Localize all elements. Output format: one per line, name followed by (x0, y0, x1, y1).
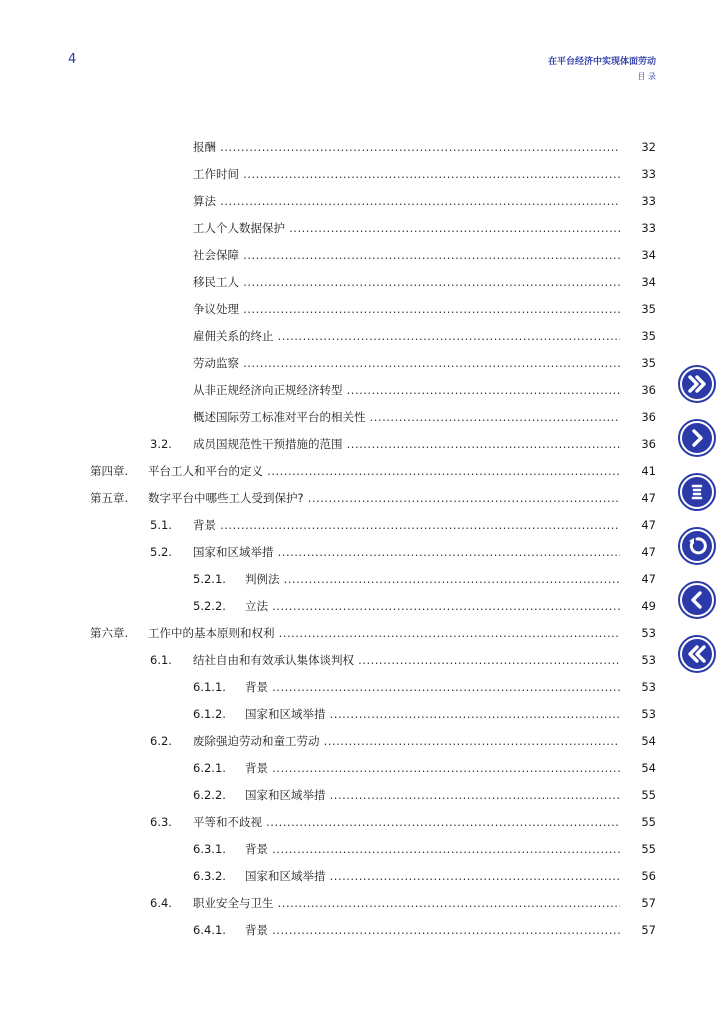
toc-entry-label: 成员国规范性干预措施的范围 ..... (193, 431, 620, 458)
toc-entry-label: 雇佣关系的终止 ..... (193, 323, 620, 350)
toc-entry-number: 6.2. (150, 734, 172, 748)
toc-entry[interactable] (0, 728, 724, 755)
toc-entry-number: 6.1.1. (193, 680, 226, 694)
toc-entry-page: 41 (641, 464, 656, 478)
toc-entry-label: 工人个人数据保护 ..... (193, 215, 620, 242)
toc-entry-label: 国家和区域举措 ..... (245, 782, 620, 809)
table-of-contents (0, 134, 724, 944)
toc-entry[interactable] (0, 404, 724, 431)
toc-entry-page: 47 (641, 545, 656, 559)
toc-entry-number: 6.3.2. (193, 869, 226, 883)
toc-entry-page: 36 (641, 383, 656, 397)
toc-entry-number: 5.1. (150, 518, 172, 532)
toc-entry-label: 判例法 ..... (245, 566, 620, 593)
toc-entry-page: 49 (641, 599, 656, 613)
toc-entry-label: 报酬 ..... (193, 134, 620, 161)
toc-entry-label: 背景 ..... (245, 674, 620, 701)
toc-entry-number: 第六章. (90, 626, 129, 640)
toc-entry-number: 3.2. (150, 437, 172, 451)
next-page-button[interactable] (678, 419, 716, 457)
running-section: 目 录 (637, 72, 656, 81)
toc-entry-label: 算法 ..... (193, 188, 620, 215)
toc-entry-number: 5.2.1. (193, 572, 226, 586)
first-page-button[interactable] (678, 635, 716, 673)
toc-entry[interactable] (0, 431, 724, 458)
toc-entry[interactable] (0, 296, 724, 323)
toc-entry-page: 53 (641, 626, 656, 640)
toc-entry-label: 从非正规经济向正规经济转型 ..... (193, 377, 620, 404)
toc-entry-label: 背景 ..... (245, 755, 620, 782)
toc-entry-label: 数字平台中哪些工人受到保护? ..... (148, 485, 620, 512)
toc-entry[interactable] (0, 674, 724, 701)
last-page-button[interactable] (678, 365, 716, 403)
toc-entry[interactable] (0, 620, 724, 647)
running-title: 在平台经济中实现体面劳动 (547, 57, 656, 67)
toc-entry-number: 6.4. (150, 896, 172, 910)
toc-entry-page: 32 (641, 140, 656, 154)
toc-entry-label: 概述国际劳工标准对平台的相关性 ..... (193, 404, 620, 431)
toc-entry-page: 35 (641, 329, 656, 343)
list-icon (684, 479, 710, 505)
toc-entry-page: 53 (641, 653, 656, 667)
toc-entry-label: 争议处理 ..... (193, 296, 620, 323)
double-chevron-left-icon (684, 641, 710, 667)
toc-entry[interactable] (0, 269, 724, 296)
toc-entry-number: 6.4.1. (193, 923, 226, 937)
toc-entry-page: 55 (641, 815, 656, 829)
toc-entry[interactable] (0, 593, 724, 620)
toc-entry[interactable] (0, 863, 724, 890)
toc-entry-label: 社会保障 ..... (193, 242, 620, 269)
toc-entry-number: 6.3. (150, 815, 172, 829)
toc-entry-page: 34 (641, 275, 656, 289)
toc-entry-label: 废除强迫劳动和童工劳动 ..... (193, 728, 620, 755)
toc-entry[interactable] (0, 782, 724, 809)
toc-entry-label: 背景 ..... (245, 917, 620, 944)
toc-entry-label: 劳动监察 ..... (193, 350, 620, 377)
toc-entry-label: 职业安全与卫生 ..... (193, 890, 620, 917)
navigation-buttons (678, 365, 720, 689)
toc-entry-page: 35 (641, 302, 656, 316)
return-icon (684, 533, 710, 559)
previous-page-button[interactable] (678, 581, 716, 619)
toc-entry-page: 55 (641, 788, 656, 802)
toc-entry[interactable] (0, 161, 724, 188)
toc-entry-number: 6.1. (150, 653, 172, 667)
toc-entry-number: 6.2.1. (193, 761, 226, 775)
toc-entry-label: 移民工人 ..... (193, 269, 620, 296)
toc-entry-number: 6.3.1. (193, 842, 226, 856)
toc-entry[interactable] (0, 755, 724, 782)
toc-entry[interactable] (0, 215, 724, 242)
toc-entry[interactable] (0, 377, 724, 404)
toc-entry-page: 57 (641, 923, 656, 937)
toc-entry-page: 34 (641, 248, 656, 262)
toc-entry-page: 47 (641, 572, 656, 586)
toc-entry-label: 工作时间 ..... (193, 161, 620, 188)
toc-entry-number: 5.2. (150, 545, 172, 559)
toc-entry-label: 国家和区域举措 ..... (193, 539, 620, 566)
contents-button[interactable] (678, 473, 716, 511)
toc-entry-page: 57 (641, 896, 656, 910)
toc-entry-page: 33 (641, 194, 656, 208)
double-chevron-right-icon (684, 371, 710, 397)
toc-entry-label: 结社自由和有效承认集体谈判权 ..... (193, 647, 620, 674)
toc-entry-label: 背景 ..... (245, 836, 620, 863)
toc-entry-label: 立法 ..... (245, 593, 620, 620)
toc-entry-label: 国家和区域举措 ..... (245, 863, 620, 890)
chevron-right-icon (684, 425, 710, 451)
toc-entry[interactable] (0, 917, 724, 944)
toc-entry-page: 33 (641, 167, 656, 181)
toc-entry[interactable] (0, 350, 724, 377)
toc-entry-page: 35 (641, 356, 656, 370)
toc-entry-page: 47 (641, 491, 656, 505)
toc-entry-label: 平等和不歧视 ..... (193, 809, 620, 836)
toc-entry-label: 背景 ..... (193, 512, 620, 539)
toc-entry-page: 33 (641, 221, 656, 235)
toc-entry-label: 工作中的基本原则和权利 ..... (148, 620, 620, 647)
toc-entry[interactable] (0, 566, 724, 593)
toc-entry[interactable] (0, 485, 724, 512)
toc-entry-page: 47 (641, 518, 656, 532)
toc-entry-page: 36 (641, 437, 656, 451)
chevron-left-icon (684, 587, 710, 613)
toc-entry[interactable] (0, 323, 724, 350)
toc-entry[interactable] (0, 836, 724, 863)
toc-entry[interactable] (0, 458, 724, 485)
toc-entry-number: 6.2.2. (193, 788, 226, 802)
toc-entry-page: 55 (641, 842, 656, 856)
toc-entry-page: 54 (641, 761, 656, 775)
toc-entry-page: 53 (641, 707, 656, 721)
toc-entry-number: 6.1.2. (193, 707, 226, 721)
toc-entry-page: 56 (641, 869, 656, 883)
toc-entry[interactable] (0, 188, 724, 215)
toc-entry-label: 国家和区域举措 ..... (245, 701, 620, 728)
toc-entry[interactable] (0, 701, 724, 728)
toc-entry-number: 第四章. (90, 464, 129, 478)
toc-entry[interactable] (0, 242, 724, 269)
toc-entry[interactable] (0, 134, 724, 161)
toc-entry[interactable] (0, 539, 724, 566)
toc-entry[interactable] (0, 809, 724, 836)
toc-entry-page: 36 (641, 410, 656, 424)
back-button[interactable] (678, 527, 716, 565)
toc-entry-page: 53 (641, 680, 656, 694)
toc-entry-number: 第五章. (90, 491, 129, 505)
toc-entry[interactable] (0, 647, 724, 674)
page-number: 4 (68, 52, 77, 67)
toc-entry-number: 5.2.2. (193, 599, 226, 613)
toc-entry[interactable] (0, 890, 724, 917)
toc-entry[interactable] (0, 512, 724, 539)
toc-entry-page: 54 (641, 734, 656, 748)
toc-entry-label: 平台工人和平台的定义 ..... (148, 458, 620, 485)
